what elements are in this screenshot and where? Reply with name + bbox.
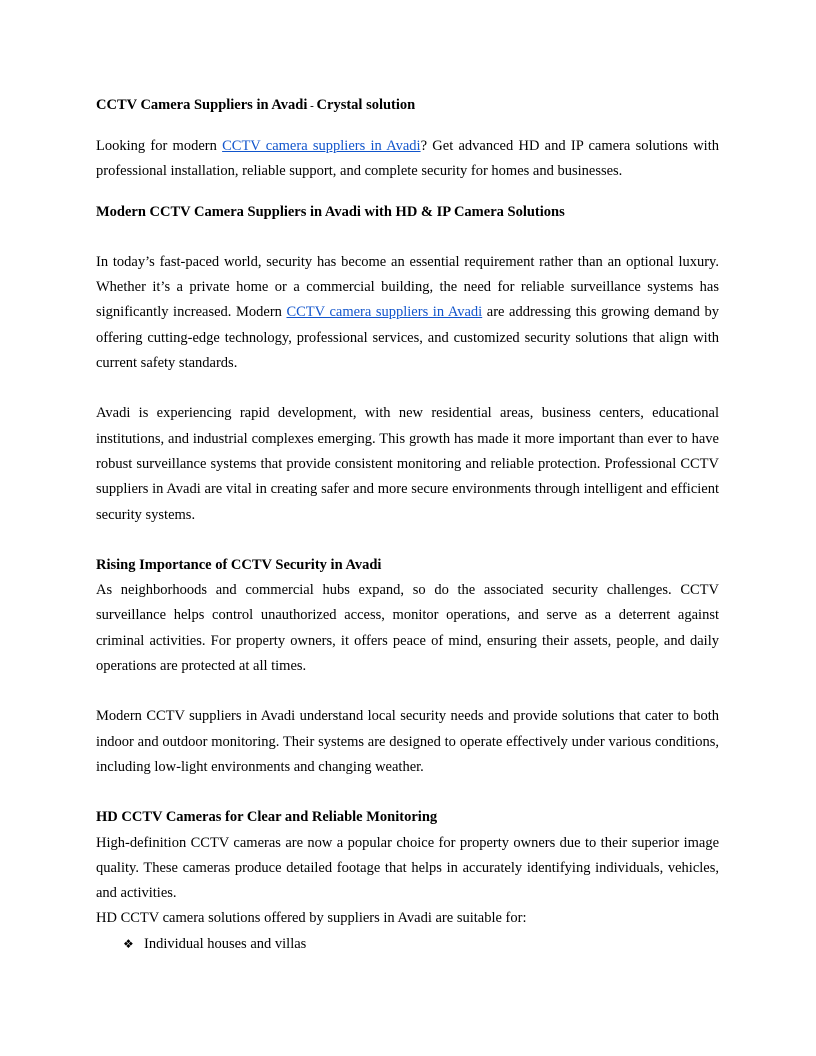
fastpaced-text-start: In today’s fast-paced world, security has become an essential requirement rather than an optional luxury. Whether it’s a private home or a commercial building, the need for reliable surveillance systems has significantly increased. Modern — [96, 253, 719, 321]
document-page — [96, 93, 719, 957]
spacer — [96, 119, 719, 134]
development-paragraph: Avadi is experiencing rapid development, with new residential areas, business centers, educational institutions, and industrial complexes emerging. This growth has made it more important than ever to have robust surveillance systems that provide consistent monitoring and reliable protection. Professional CCTV suppliers in Avadi are vital in creating safer and more secure environments through intelligent and efficient security systems. — [96, 405, 719, 523]
title-main: CCTV Camera Suppliers in Avadi — [96, 97, 308, 113]
spacer — [96, 225, 719, 250]
heading-modern-suppliers: Modern CCTV Camera Suppliers in Avadi with HD & IP Camera Solutions — [96, 203, 565, 220]
intro-paragraph — [96, 134, 719, 185]
spacer — [96, 528, 719, 553]
title-separator: - — [307, 100, 317, 112]
spacer — [96, 679, 719, 704]
spacer — [96, 185, 719, 200]
diamond-bullet-icon: ❖ — [123, 936, 134, 951]
spacer — [96, 780, 719, 805]
document-title — [96, 93, 719, 119]
spacer — [96, 376, 719, 401]
list-item-text: Individual houses and villas — [144, 935, 307, 952]
local-needs-paragraph: Modern CCTV suppliers in Avadi understand local security needs and provide solutions that cater to both indoor and outdoor monitoring. Their systems are designed to operate effectively under various conditions, including low-light environments and changing weather. — [96, 708, 719, 775]
hd-suitability-list — [96, 932, 719, 957]
fastpaced-text-end: are addressing this growing demand by offering cutting-edge technology, professional services, and customized security solutions that align with current safety standards. — [96, 304, 719, 372]
hd-paragraph: High-definition CCTV cameras are now a popular choice for property owners due to their superior image quality. These cameras produce detailed footage that helps in accurately identifying individuals, vehicles, and activities. — [96, 834, 719, 902]
title-sub: Crystal solution — [316, 97, 416, 113]
heading-rising-importance: Rising Importance of CCTV Security in Avadi — [96, 556, 382, 573]
heading-hd-cameras: HD CCTV Cameras for Clear and Reliable Monitoring — [96, 809, 438, 826]
list-item — [123, 932, 719, 957]
intro-text-end: ? Get advanced HD and IP camera solutions with professional installation, reliable support, and complete security for homes and businesses. — [96, 138, 719, 180]
rising-paragraph: As neighborhoods and commercial hubs expand, so do the associated security challenges. CCTV surveillance helps control unauthorized access, monitor operations, and serve as a deterrent against criminal activities. For property owners, it offers peace of mind, ensuring their assets, people, and daily operations are protected at all times. — [96, 582, 719, 675]
hd-list-intro: HD CCTV camera solutions offered by suppliers in Avadi are suitable for: — [96, 910, 527, 927]
fastpaced-paragraph — [96, 250, 719, 376]
cctv-suppliers-link-2[interactable]: CCTV camera suppliers in Avadi — [286, 304, 483, 321]
cctv-suppliers-link[interactable]: CCTV camera suppliers in Avadi — [222, 138, 421, 154]
intro-text-start: Looking for modern — [96, 138, 223, 154]
